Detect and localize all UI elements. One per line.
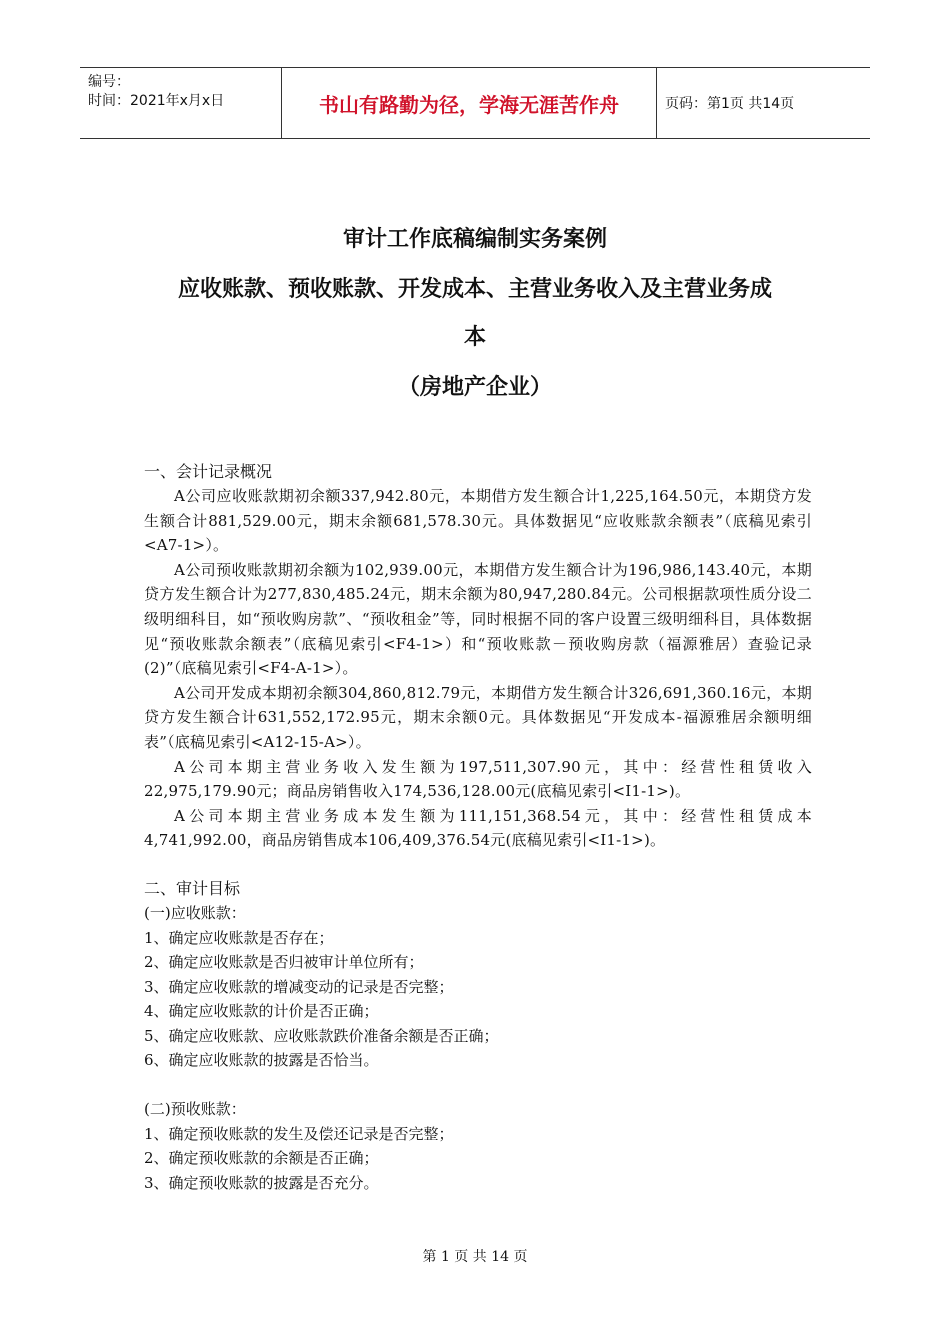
document-number-label: 编号： [88, 74, 130, 90]
document-time-label: 时间：2021年x月x日 [88, 93, 225, 109]
section-heading-audit-objectives: 二、审计目标 [144, 878, 241, 898]
document-body [144, 460, 812, 1195]
list-item: 2、确定预收账款的余额是否正确； [144, 1149, 379, 1168]
header-page-info: 页码：第1页 共14页 [665, 96, 795, 112]
document-subtitle-line-1: 应收账款、预收账款、开发成本、主营业务收入及主营业务成 [177, 276, 772, 302]
list-item: 5、确定应收账款、应收账款跌价准备余额是否正确； [144, 1026, 499, 1045]
list-item: 3、确定应收账款的增减变动的记录是否完整； [144, 977, 454, 996]
list-item: 6、确定应收账款的披露是否恰当。 [144, 1051, 379, 1070]
paragraph-accounts-receivable: A公司应收账款期初余额337,942.80元，本期借方发生额合计1,225,164.50元，本期贷方发生额合计881,529.00元，期末余额681,578.30元。具体数据见“应收账款余额表”（底稿见索引<A7-1>）。 [144, 487, 812, 555]
header-meta [80, 68, 281, 138]
list-item: 1、确定应收账款是否存在； [144, 928, 334, 947]
list-item: 4、确定应收账款的计价是否正确； [144, 1002, 379, 1021]
subsection-title-receivables: (一)应收账款： [144, 903, 246, 922]
paragraph-advance-receipts: A公司预收账款期初余额为102,939.00元，本期借方发生额合计为196,986,143.40元，本期贷方发生额合计为277,830,485.24元，期末余额为80,947,280.84元。公司根据款项性质分设二级明细科目，如“预收购房款”、“预收租金”等，同时根据不同的客户设置三级明细科目，具体数据见“预收账款余额表”（底稿见索引<F4-1>）和“预收账款－预收购房款（福源雅居）查验记录(2)”（底稿见索引<F4-A-1>）。 [144, 560, 812, 678]
list-item: 3、确定预收账款的披露是否充分。 [144, 1173, 379, 1192]
page-footer: 第 1 页 共 14 页 [422, 1249, 528, 1265]
document-title: 审计工作底稿编制实务案例 [342, 226, 607, 252]
document-subtitle-line-2: 本 [463, 324, 486, 350]
paragraph-main-revenue: A公司本期主营业务收入发生额为197,511,307.90元，其中：经营性租赁收入22,975,179.90元；商品房销售收入174,536,128.00元(底稿见索引<I1-1>)。 [144, 757, 812, 801]
subsection-title-advance-receipts: (二)预收账款： [144, 1100, 246, 1119]
paragraph-main-cost: A公司本期主营业务成本发生额为111,151,368.54元，其中：经营性租赁成本4,741,992.00，商品房销售成本106,409,376.54元(底稿见索引<I1-1>)。 [144, 806, 812, 850]
page-header [80, 67, 870, 139]
document-subtitle-industry: （房地产企业） [397, 374, 552, 400]
list-item: 2、确定应收账款是否归被审计单位所有； [144, 953, 424, 972]
header-motto: 书山有路勤为径，学海无涯苦作舟 [281, 68, 657, 138]
section-heading-accounting-records: 一、会计记录概况 [144, 462, 273, 481]
paragraph-development-cost: A公司开发成本期初余额304,860,812.79元，本期借方发生额合计326,691,360.16元，本期贷方发生额合计631,552,172.95元，期末余额0元。具体数据见“开发成本-福源雅居余额明细表”（底稿见索引<A12-15-A>）。 [144, 683, 812, 751]
list-item: 1、确定预收账款的发生及偿还记录是否完整； [144, 1124, 454, 1143]
